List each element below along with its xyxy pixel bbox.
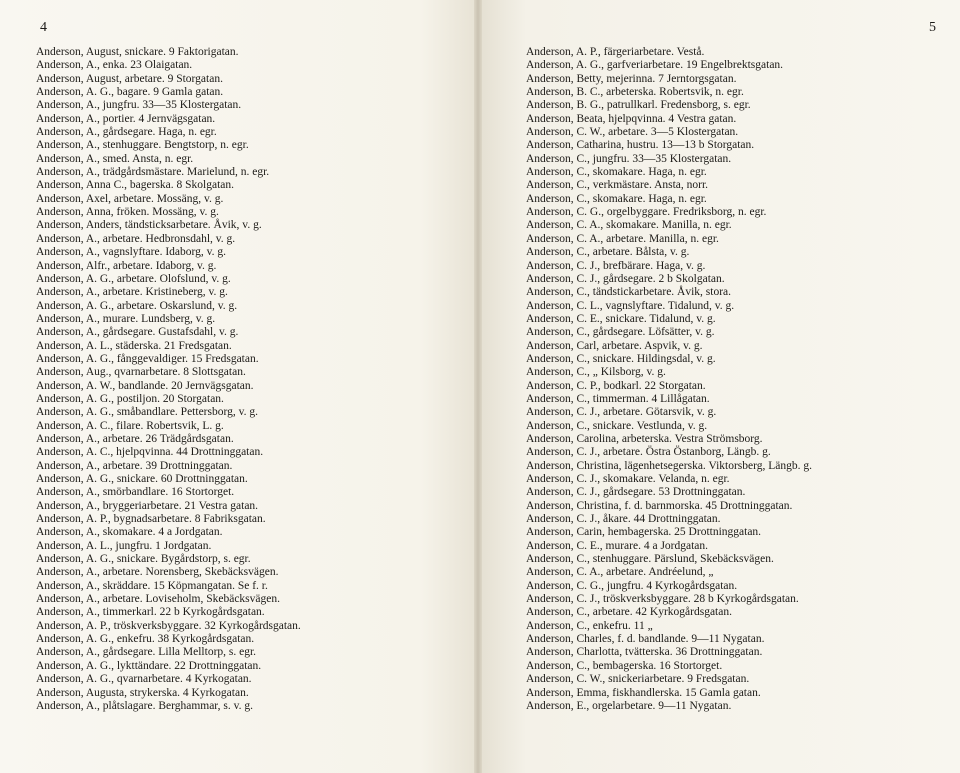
directory-entry: Anderson, C., enkefru. 11 „ bbox=[526, 619, 653, 632]
directory-entry: Anderson, A., arbetare. 39 Drottninggatan. bbox=[36, 459, 233, 472]
directory-entry: Anderson, Emma, fiskhandlerska. 15 Gamla gatan. bbox=[526, 686, 761, 699]
directory-entry: Anderson, C. G., jungfru. 4 Kyrkogårdsgatan. bbox=[526, 579, 738, 592]
directory-entry: Anderson, Christina, f. d. barnmorska. 45 Drottninggatan. bbox=[526, 499, 793, 512]
directory-entry: Anderson, A. G., garfveriarbetare. 19 Engelbrektsgatan. bbox=[526, 59, 784, 72]
directory-entry: Anderson, C. W., arbetare. 3—5 Klostergatan. bbox=[526, 126, 739, 139]
directory-entry: Anderson, August, snickare. 9 Faktorigatan. bbox=[36, 46, 239, 58]
directory-entry: Anderson, A., smed. Ansta, n. egr. bbox=[36, 152, 194, 165]
directory-entry: Anderson, Charles, f. d. bandlande. 9—11 Nygatan. bbox=[526, 633, 765, 646]
directory-entry: Anderson, C. G., orgelbyggare. Fredriksborg, n. egr. bbox=[526, 206, 767, 219]
directory-entry: Anderson, C. A., skomakare. Manilla, n. egr. bbox=[526, 219, 732, 232]
directory-entry: Anderson, C., skomakare. Haga, n. egr. bbox=[526, 192, 707, 205]
directory-entry: Anderson, A. P., färgeriarbetare. Vestå. bbox=[526, 46, 705, 58]
directory-entry: Anderson, C. J., brefbärare. Haga, v. g. bbox=[526, 259, 706, 272]
directory-entry: Anderson, A., skomakare. 4 a Jordgatan. bbox=[36, 526, 223, 539]
directory-entry: Anderson, Carin, hembagerska. 25 Drottninggatan. bbox=[526, 526, 762, 539]
right-page bbox=[478, 0, 960, 773]
directory-entry: Anderson, Alfr., arbetare. Idaborg, v. g. bbox=[36, 259, 217, 272]
directory-entry: Anderson, C. J., arbetare. Östra Östanborg, Längb. g. bbox=[526, 446, 771, 459]
directory-entry: Anderson, A., enka. 23 Olaigatan. bbox=[36, 59, 193, 72]
directory-entry: Anderson, A., gårdsegare. Gustafsdahl, v. g. bbox=[36, 326, 239, 339]
directory-entry: Anderson, C., stenhuggare. Pärslund, Skebäcksvägen. bbox=[526, 553, 774, 566]
directory-entry: Anderson, August, arbetare. 9 Storgatan. bbox=[36, 72, 223, 85]
directory-entry: Anderson, A., trädgårdsmästare. Marielund, n. egr. bbox=[36, 166, 270, 179]
directory-entry: Anderson, A., timmerkarl. 22 b Kyrkogårdsgatan. bbox=[36, 606, 265, 619]
directory-entry: Anderson, A. G., bagare. 9 Gamla gatan. bbox=[36, 86, 224, 99]
left-page bbox=[0, 0, 478, 773]
directory-entry: Anderson, A., arbetare. 26 Trädgårdsgatan. bbox=[36, 432, 234, 445]
directory-entry: Anderson, Charlotta, tvätterska. 36 Drottninggatan. bbox=[526, 646, 763, 659]
directory-entry: Anderson, A., bryggeriarbetare. 21 Vestra gatan. bbox=[36, 499, 259, 512]
directory-entry: Anderson, C. J., arbetare. Götarsvik, v. g. bbox=[526, 406, 717, 419]
directory-entry: Anderson, A. P., tröskverksbyggare. 32 Kyrkogårdsgatan. bbox=[36, 619, 301, 632]
directory-entry: Anderson, B. C., arbeterska. Robertsvik, n. egr. bbox=[526, 86, 744, 99]
directory-entry: Anderson, A. G., lykttändare. 22 Drottninggatan. bbox=[36, 659, 262, 672]
directory-entry: Anderson, C. P., bodkarl. 22 Storgatan. bbox=[526, 379, 706, 392]
directory-entry: Anderson, C. J., skomakare. Velanda, n. egr. bbox=[526, 473, 730, 485]
directory-entry: Anderson, A. P., bygnadsarbetare. 8 Fabriksgatan. bbox=[36, 513, 266, 526]
directory-entry: Anderson, A., arbetare. Norensberg, Skebäcksvägen. bbox=[36, 566, 279, 579]
page-number-left: 4 bbox=[40, 20, 47, 35]
directory-entry: Anderson, C., „ Kilsborg, v. g. bbox=[526, 366, 666, 379]
directory-entry: Anderson, A., vagnslyftare. Idaborg, v. g. bbox=[36, 246, 227, 259]
directory-entry: Anderson, C. E., snickare. Tidalund, v. g. bbox=[526, 312, 716, 325]
directory-entry: Anderson, C., snickare. Hildingsdal, v. g. bbox=[526, 352, 716, 365]
directory-entry: Anderson, A., smörbandlare. 16 Stortorget. bbox=[36, 486, 235, 499]
directory-entry: Anderson, C. E., murare. 4 a Jordgatan. bbox=[526, 539, 709, 552]
directory-entry: Anderson, Anna C., bagerska. 8 Skolgatan. bbox=[36, 179, 235, 192]
directory-entry: Anderson, C., gårdsegare. Löfsätter, v. g. bbox=[526, 326, 715, 339]
directory-entry: Anderson, Carl, arbetare. Aspvik, v. g. bbox=[526, 339, 703, 352]
directory-entry: Anderson, A. G., snickare. Bygårdstorp, s. egr. bbox=[36, 553, 251, 566]
directory-entry: Anderson, Anna, fröken. Mossäng, v. g. bbox=[36, 206, 219, 219]
directory-entry: Anderson, A. L., städerska. 21 Fredsgatan. bbox=[36, 339, 232, 352]
directory-entry: Anderson, A., skräddare. 15 Köpmangatan. Se f. r. bbox=[36, 579, 268, 592]
directory-entry: Anderson, Beata, hjelpqvinna. 4 Vestra gatan. bbox=[526, 112, 737, 125]
directory-entry: Anderson, C. W., snickeriarbetare. 9 Fredsgatan. bbox=[526, 673, 750, 686]
directory-entry: Anderson, A. L., jungfru. 1 Jordgatan. bbox=[36, 539, 212, 552]
directory-entry: Anderson, Carolina, arbeterska. Vestra Strömsborg. bbox=[526, 432, 763, 445]
directory-entry: Anderson, E., orgelarbetare. 9—11 Nygatan. bbox=[526, 699, 732, 712]
directory-entry: Anderson, A. G., snickare. 60 Drottninggatan. bbox=[36, 473, 248, 485]
directory-entry: Anderson, A., arbetare. Loviseholm, Skebäcksvägen. bbox=[36, 593, 280, 606]
directory-entry: Anderson, C. J., åkare. 44 Drottninggatan. bbox=[526, 513, 721, 526]
directory-entry: Anderson, C., arbetare. 42 Kyrkogårdsgatan. bbox=[526, 606, 732, 619]
directory-entry: Anderson, A. G., fånggevaldiger. 15 Fredsgatan. bbox=[36, 352, 259, 365]
directory-entry: Anderson, A., jungfru. 33—35 Klostergatan. bbox=[36, 99, 242, 112]
directory-entry: Anderson, A. C., filare. Robertsvik, L. g. bbox=[36, 419, 224, 432]
directory-entry: Anderson, C., snickare. Vestlunda, v. g. bbox=[526, 419, 708, 432]
page-number-right: 5 bbox=[929, 20, 936, 35]
directory-entry: Anderson, A., plåtslagare. Berghammar, s. v. g. bbox=[36, 699, 254, 712]
directory-entry: Anderson, A. G., småbandlare. Pettersborg, v. g. bbox=[36, 406, 258, 419]
directory-entry: Anderson, A., gårdsegare. Haga, n. egr. bbox=[36, 126, 217, 139]
directory-entry: Anderson, Christina, lägenhetsegerska. Viktorsberg, Längb. g. bbox=[526, 459, 813, 472]
directory-entry: Anderson, Augusta, strykerska. 4 Kyrkogatan. bbox=[36, 686, 249, 699]
directory-entry: Anderson, C. A., arbetare. Andréelund, „ bbox=[526, 566, 714, 579]
directory-entry: Anderson, C., bembagerska. 16 Stortorget. bbox=[526, 659, 723, 672]
directory-entry: Anderson, C., jungfru. 33—35 Klostergatan. bbox=[526, 152, 732, 165]
directory-entry: Anderson, A. G., postiljon. 20 Storgatan. bbox=[36, 392, 224, 405]
directory-entry: Anderson, Axel, arbetare. Mossäng, v. g. bbox=[36, 192, 224, 205]
directory-entry: Anderson, Aug., qvarnarbetare. 8 Slottsgatan. bbox=[36, 366, 246, 379]
directory-entry: Anderson, C., skomakare. Haga, n. egr. bbox=[526, 166, 707, 179]
directory-entry: Anderson, A., arbetare. Kristineberg, v. g. bbox=[36, 286, 228, 299]
directory-entry: Anderson, C., arbetare. Bålsta, v. g. bbox=[526, 246, 690, 259]
directory-entry: Anderson, C. J., gårdsegare. 2 b Skolgatan. bbox=[526, 272, 725, 285]
directory-entry: Anderson, A. G., arbetare. Olofslund, v. g. bbox=[36, 272, 231, 285]
directory-entry: Anderson, Betty, mejerinna. 7 Jerntorgsgatan. bbox=[526, 72, 737, 85]
directory-entry: Anderson, A. G., enkefru. 38 Kyrkogårdsgatan. bbox=[36, 633, 255, 646]
directory-entry: Anderson, A., murare. Lundsberg, v. g. bbox=[36, 312, 216, 325]
directory-entry: Anderson, A. C., hjelpqvinna. 44 Drottninggatan. bbox=[36, 446, 264, 459]
directory-entry: Anderson, Catharina, hustru. 13—13 b Storgatan. bbox=[526, 139, 755, 152]
directory-entry: Anderson, A. W., bandlande. 20 Jernvägsgatan. bbox=[36, 379, 254, 392]
directory-entry: Anderson, C. J., tröskverksbyggare. 28 b Kyrkogårdsgatan. bbox=[526, 593, 799, 606]
directory-entry: Anderson, C., timmerman. 4 Lillågatan. bbox=[526, 392, 710, 405]
directory-entry: Anderson, C., verkmästare. Ansta, norr. bbox=[526, 179, 709, 192]
directory-entry: Anderson, A., stenhuggare. Bengtstorp, n. egr. bbox=[36, 139, 249, 152]
directory-entry: Anderson, Anders, tändsticksarbetare. Åvik, v. g. bbox=[36, 219, 262, 232]
directory-entry: Anderson, A., gårdsegare. Lilla Melltorp, s. egr. bbox=[36, 646, 257, 659]
directory-entry: Anderson, A. G., arbetare. Oskarslund, v. g. bbox=[36, 299, 238, 312]
directory-entry: Anderson, C., tändstickarbetare. Åvik, stora. bbox=[526, 286, 732, 299]
book-gutter bbox=[474, 0, 482, 773]
directory-entry: Anderson, C. J., gårdsegare. 53 Drottninggatan. bbox=[526, 486, 746, 499]
directory-entry: Anderson, A., portier. 4 Jernvägsgatan. bbox=[36, 112, 216, 125]
directory-entries-right bbox=[526, 46, 812, 713]
directory-entry: Anderson, C. L., vagnslyftare. Tidalund, v. g. bbox=[526, 299, 735, 312]
directory-entry: Anderson, B. G., patrullkarl. Fredensborg, s. egr. bbox=[526, 99, 751, 112]
directory-entries-left bbox=[36, 46, 301, 713]
directory-entry: Anderson, A. G., qvarnarbetare. 4 Kyrkogatan. bbox=[36, 673, 252, 686]
directory-entry: Anderson, C. A., arbetare. Manilla, n. egr. bbox=[526, 232, 719, 245]
directory-entry: Anderson, A., arbetare. Hedbronsdahl, v. g. bbox=[36, 232, 236, 245]
